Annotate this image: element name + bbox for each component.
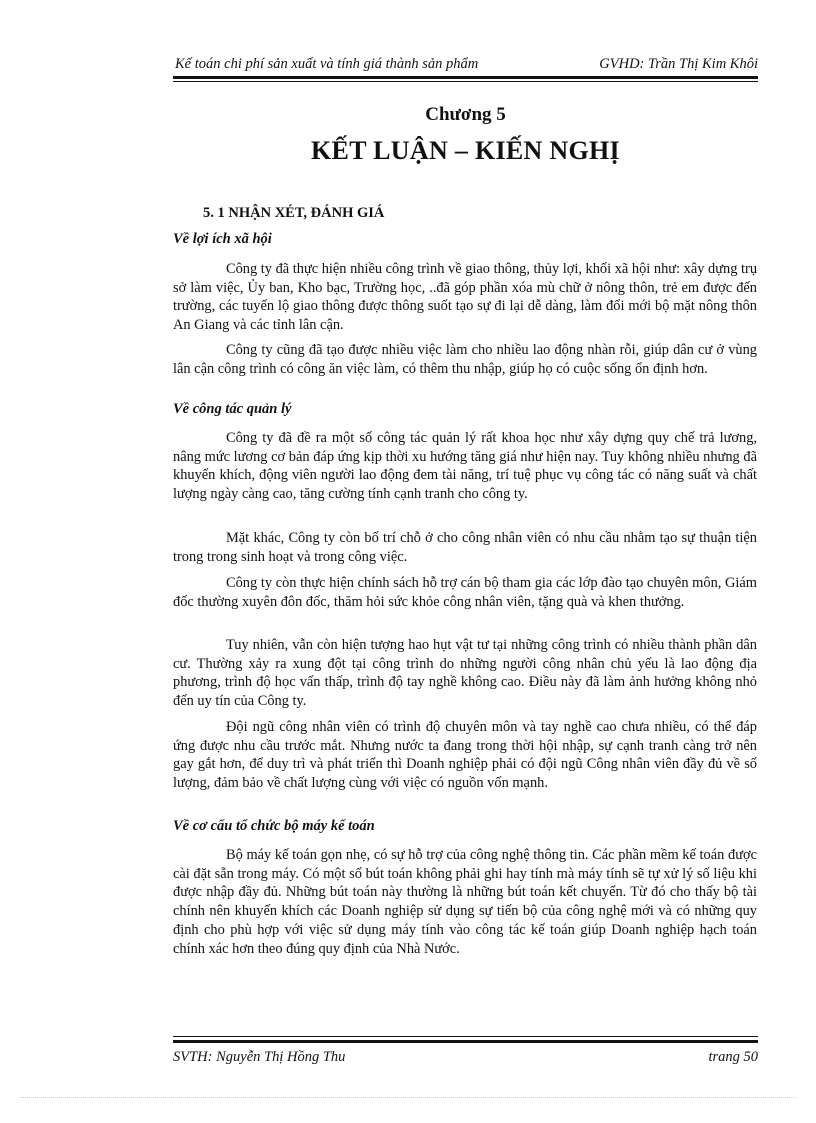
page-number: trang 50 [708, 1049, 758, 1065]
chapter-title: KẾT LUẬN – KIẾN NGHỊ [311, 136, 620, 165]
paragraph: Công ty đã thực hiện nhiều công trình về giao thông, thủy lợi, khối xã hội như: xây dựng trụ sở làm việc, Ủy ban, Kho bạc, Trường học, ..đã góp phần xóa mù chữ ở nông thôn, trẻ em được đến trường, các tuyến lộ giao thông được thông suốt tạo sự đi lại dễ dàng, làm đổi mới bộ mặt nông thôn An Giang và các tỉnh lân cận. [173, 261, 758, 334]
header-rule-thick [173, 76, 758, 79]
subheading-accounting-structure: Về cơ cấu tổ chức bộ máy kế toán [173, 818, 375, 834]
page-footer [173, 1049, 758, 1069]
page-header [173, 54, 758, 74]
paragraph: Mặt khác, Công ty còn bố trí chỗ ở cho công nhân viên có nhu cầu nhằm tạo sự thuận tiện trong trong sinh hoạt và trong công việc. [173, 530, 757, 565]
footer-rule-thin [173, 1036, 758, 1037]
paragraph: Tuy nhiên, vẫn còn hiện tượng hao hụt vật tư tại những công trình có nhiều thành phần dân cư. Thường xảy ra xung đột tại công trình do những người công nhân chủ yếu là lao động địa phương, trình độ học vấn thấp, trình độ tay nghề không cao. Điều này đã làm ảnh hưởng không nhỏ đến uy tín của Công ty. [173, 637, 757, 710]
header-doc-title: Kế toán chi phí sản xuất và tính giá thành sản phẩm [175, 56, 479, 72]
header-rule-thin [173, 81, 758, 82]
paragraph: Công ty đã đề ra một số công tác quản lý rất khoa học như xây dựng quy chế trả lương, nâng mức lương cơ bản đáp ứng kịp thời xu hướng tăng giá như hiện nay. Tuy không nhiều nhưng đã khuyến khích, động viên người lao động đem tài năng, trí tuệ phục vụ công tác có năng suất và chất lượng ngày càng cao, tăng cường tính cạnh tranh cho công ty. [173, 430, 757, 503]
section-heading: 5. 1 NHẬN XÉT, ĐÁNH GIÁ [203, 205, 385, 221]
subheading-management: Về công tác quản lý [173, 401, 292, 417]
page-edge-dotted-line [20, 1097, 796, 1098]
paragraph: Công ty còn thực hiện chính sách hỗ trợ cán bộ tham gia các lớp đào tạo chuyên môn, Giám đốc thường xuyên đôn đốc, thăm hỏi sức khỏe công nhân viên, tặng quà và khen thưởng. [173, 575, 757, 610]
paragraph: Đội ngũ công nhân viên có trình độ chuyên môn và tay nghề cao chưa nhiều, có thể đáp ứng được nhu cầu trước mắt. Nhưng nước ta đang trong thời hội nhập, sự cạnh tranh càng trở nên gay gắt hơn, để duy trì và phát triển thì Doanh nghiệp phải có đội ngũ Công nhân viên đầy đủ về số lượng, đảm bảo về chất lượng cùng với việc có nguồn vốn mạnh. [173, 719, 757, 792]
footer-student: SVTH: Nguyễn Thị Hồng Thu [173, 1049, 346, 1065]
chapter-number: Chương 5 [425, 104, 506, 125]
paragraph: Công ty cũng đã tạo được nhiều việc làm cho nhiều lao động nhàn rỗi, giúp dân cư ở vùng lân cận công trình có công ăn việc làm, có thêm thu nhập, giúp họ có cuộc sống ổn định hơn. [173, 342, 757, 377]
footer-rule-thick [173, 1040, 758, 1043]
paragraph: Bộ máy kế toán gọn nhẹ, có sự hỗ trợ của công nghệ thông tin. Các phần mềm kế toán được cài đặt sẵn trong máy. Có một số bút toán không phải ghi hay tính mà máy tính sẽ tự xử lý số liệu khi được nhập đầy đủ. Những bút toán này thường là những bút toán kết chuyển. Từ đó cho thấy bộ tài chính nên khuyến khích các Doanh nghiệp sử dụng sự tiến bộ của công nghệ mới và có những quy định cho phù hợp với việc sử dụng máy tính vào công tác kế toán giúp Doanh nghiệp hạch toán chính xác hơn theo đúng quy định của Nhà Nước. [173, 847, 757, 957]
header-supervisor: GVHD: Trần Thị Kim Khôi [599, 56, 758, 72]
subheading-social-benefit: Về lợi ích xã hội [173, 231, 272, 247]
